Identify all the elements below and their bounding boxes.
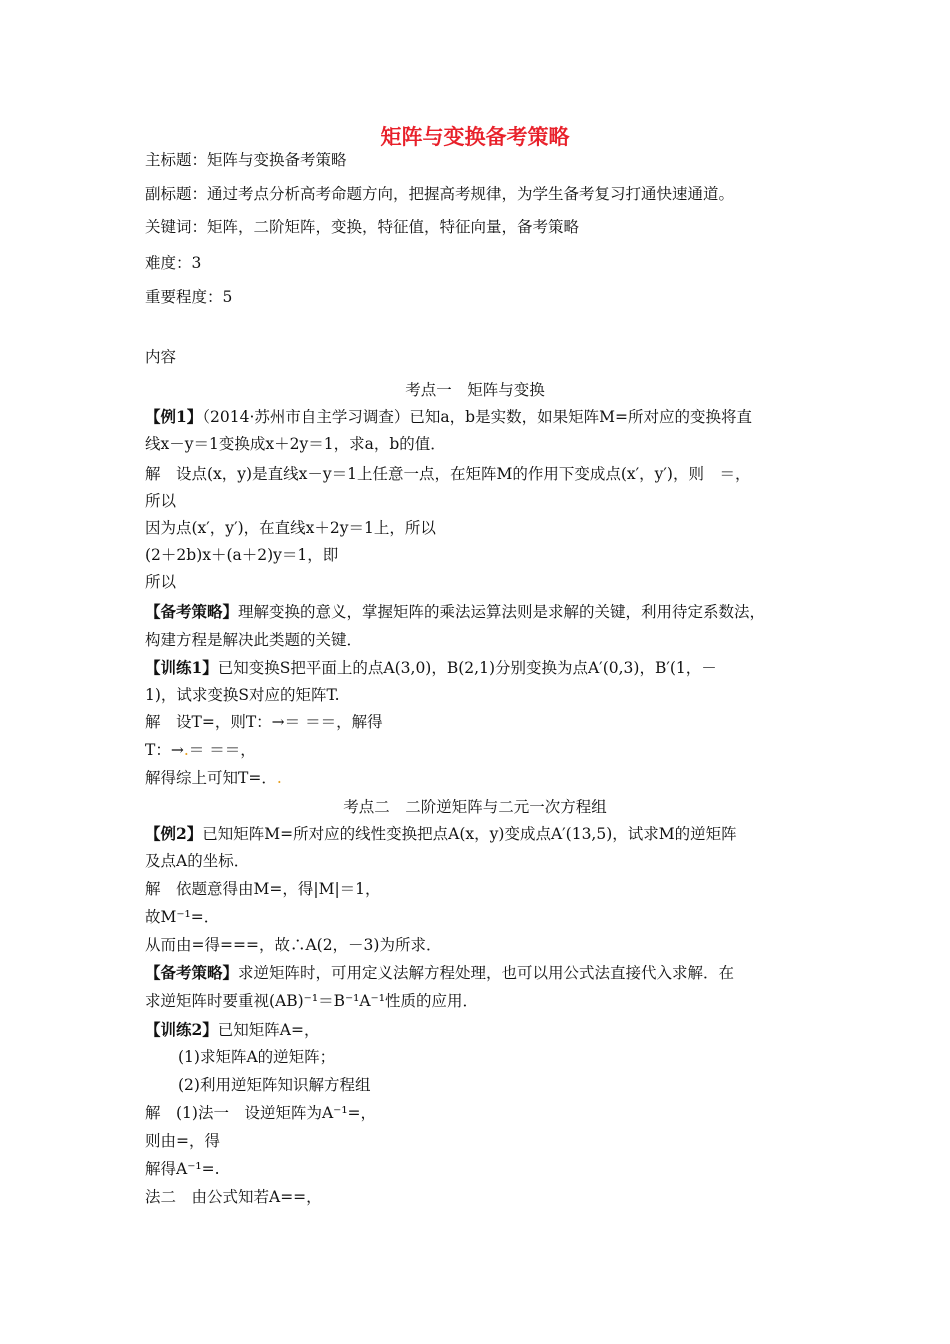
solution1-line4: (2＋2b)x＋(a＋2)y＝1，即 bbox=[145, 546, 339, 564]
strategy1-text1: 理解变换的意义，掌握矩阵的乘法运算法则是求解的关键，利用待定系数法， bbox=[238, 603, 766, 621]
strategy1-line1 bbox=[145, 602, 765, 622]
content-label: 内容 bbox=[145, 348, 177, 366]
strategy2-line2: 求逆矩阵时要重视(AB)⁻¹＝B⁻¹A⁻¹性质的应用． bbox=[145, 992, 478, 1010]
training2-text1: 已知矩阵A=， bbox=[217, 1021, 320, 1039]
strategy1-tag: 【备考策略】 bbox=[145, 602, 239, 621]
importance-line: 重要程度：5 bbox=[145, 288, 233, 306]
training1-text1: 已知变换S把平面上的点A(3,0)，B(2,1)分别变换为点A′(0,3)，B′(1，－ bbox=[217, 659, 717, 677]
training1-solution-line1: 解 设T=，则T：→＝ ＝＝，解得 bbox=[145, 713, 383, 731]
document-title: 矩阵与变换备考策略 bbox=[380, 125, 570, 149]
example1-tag: 【例1】 bbox=[145, 407, 203, 426]
example1-text1: （2014·苏州市自主学习调查）已知a，b是实数，如果矩阵M=所对应的变换将直 bbox=[202, 408, 752, 426]
training2-item1: (1)求矩阵A的逆矩阵； bbox=[178, 1048, 336, 1066]
solution1-line5: 所以 bbox=[145, 573, 177, 591]
training2-solution-line1: 解 (1)法一 设逆矩阵为A⁻¹=， bbox=[145, 1104, 377, 1122]
solution1-line3: 因为点(x′，y′)，在直线x＋2y＝1上，所以 bbox=[145, 519, 436, 537]
training1-solution2a: T：→ bbox=[145, 741, 184, 759]
training2-item2: (2)利用逆矩阵知识解方程组 bbox=[178, 1076, 371, 1094]
training1-solution3: 解得综上可知T=． bbox=[145, 769, 277, 787]
main-title-line: 主标题：矩阵与变换备考策略 bbox=[145, 151, 347, 169]
section1-heading: 考点一 矩阵与变换 bbox=[405, 381, 545, 399]
training2-solution-line4: 法二 由公式知若A==， bbox=[145, 1188, 322, 1206]
strategy2-tag: 【备考策略】 bbox=[145, 963, 239, 982]
strategy2-text1: 求逆矩阵时，可用定义法解方程处理，也可以用公式法直接代入求解．在 bbox=[238, 964, 735, 982]
keywords-line: 关键词：矩阵，二阶矩阵，变换，特征值，特征向量，备考策略 bbox=[145, 218, 580, 236]
training1-solution-line2 bbox=[145, 740, 256, 760]
example2-tag: 【例2】 bbox=[145, 824, 203, 843]
subtitle-line: 副标题：通过考点分析高考命题方向，把握高考规律，为学生备考复习打通快速通道。 bbox=[145, 185, 735, 203]
training1-line2: 1)，试求变换S对应的矩阵T. bbox=[145, 686, 340, 704]
training2-line1 bbox=[145, 1020, 319, 1040]
difficulty-line: 难度：3 bbox=[145, 254, 202, 272]
strategy1-line2: 构建方程是解决此类题的关键． bbox=[145, 631, 363, 649]
solution2-line3: 从而由=得===，故∴A(2，－3)为所求． bbox=[145, 936, 442, 954]
example1-line1 bbox=[145, 407, 752, 427]
training1-line1 bbox=[145, 658, 717, 678]
solution1-line2: 所以 bbox=[145, 492, 177, 510]
solution2-line1: 解 依题意得由M=，得|M|＝1， bbox=[145, 880, 381, 898]
training1-solution2b: ＝ ＝＝， bbox=[188, 741, 256, 759]
example2-line1 bbox=[145, 824, 737, 844]
strategy2-line1 bbox=[145, 963, 734, 983]
annotation-mark: . bbox=[276, 769, 282, 787]
training1-solution-line3 bbox=[145, 768, 282, 788]
example2-text1: 已知矩阵M=所对应的线性变换把点A(x，y)变成点A′(13,5)，试求M的逆矩阵 bbox=[202, 825, 737, 843]
solution1-line1: 解 设点(x，y)是直线x－y＝1上任意一点，在矩阵M的作用下变成点(x′，y′)，则 ＝， bbox=[145, 465, 751, 483]
section2-heading: 考点二 二阶逆矩阵与二元一次方程组 bbox=[343, 798, 607, 816]
training2-tag: 【训练2】 bbox=[145, 1020, 218, 1039]
solution2-line2: 故M⁻¹=． bbox=[145, 908, 220, 926]
annotation-mark: . bbox=[183, 741, 189, 759]
example1-line2: 线x－y＝1变换成x＋2y＝1，求a，b的值． bbox=[145, 435, 446, 453]
training2-solution-line3: 解得A⁻¹=. bbox=[145, 1160, 220, 1178]
example2-line2: 及点A的坐标． bbox=[145, 852, 250, 870]
training1-tag: 【训练1】 bbox=[145, 658, 218, 677]
training2-solution-line2: 则由=，得 bbox=[145, 1132, 220, 1150]
